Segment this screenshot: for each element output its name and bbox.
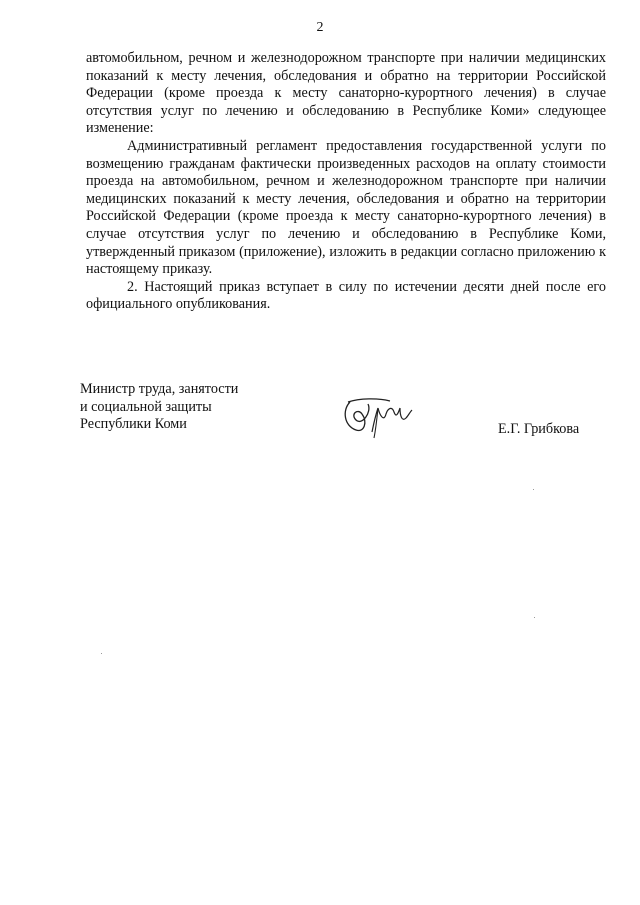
scan-speck	[534, 617, 535, 618]
page-number: 2	[316, 20, 324, 35]
scan-speck	[533, 489, 534, 490]
signatory-title-line: Министр труда, занятости	[80, 381, 239, 397]
paragraph-item-2: 2. Настоящий приказ вступает в силу по истечении десяти дней после его официального опубликования.	[86, 278, 606, 313]
handwritten-signature	[338, 392, 418, 442]
signatory-name: Е.Г. Грибкова	[498, 421, 580, 437]
signatory-title-line: и социальной защиты	[80, 398, 212, 415]
scan-speck	[101, 653, 102, 654]
paragraph-regulation: Административный регламент предоставления государственной услуги по возмещению гражданам фактически произведенных расходов на оплату стоимости проезда на автомобильном, речном и железнодорожном транспорте при наличии медицинских показаний к месту лечения, обследования и обратно на территории Российской Федерации (кроме проезда к месту санаторно-курортного лечения) в случае отсутствия услуг по лечению и обследованию в Республике Коми, утвержденный приказом (приложение), изложить в редакции согласно приложению к настоящему приказу.	[86, 137, 606, 278]
document-body	[86, 50, 606, 314]
paragraph-continuation: автомобильном, речном и железнодорожном транспорте при наличии медицинских показаний к месту лечения, обследования и обратно на территории Российской Федерации (кроме проезда к месту санаторно-курортного лечения) в случае отсутствия услуг по лечению и обследованию в Республике Коми» следующее изменение:	[86, 50, 606, 137]
signatory-title-line: Республики Коми	[80, 416, 187, 433]
signatory-title	[80, 381, 238, 434]
